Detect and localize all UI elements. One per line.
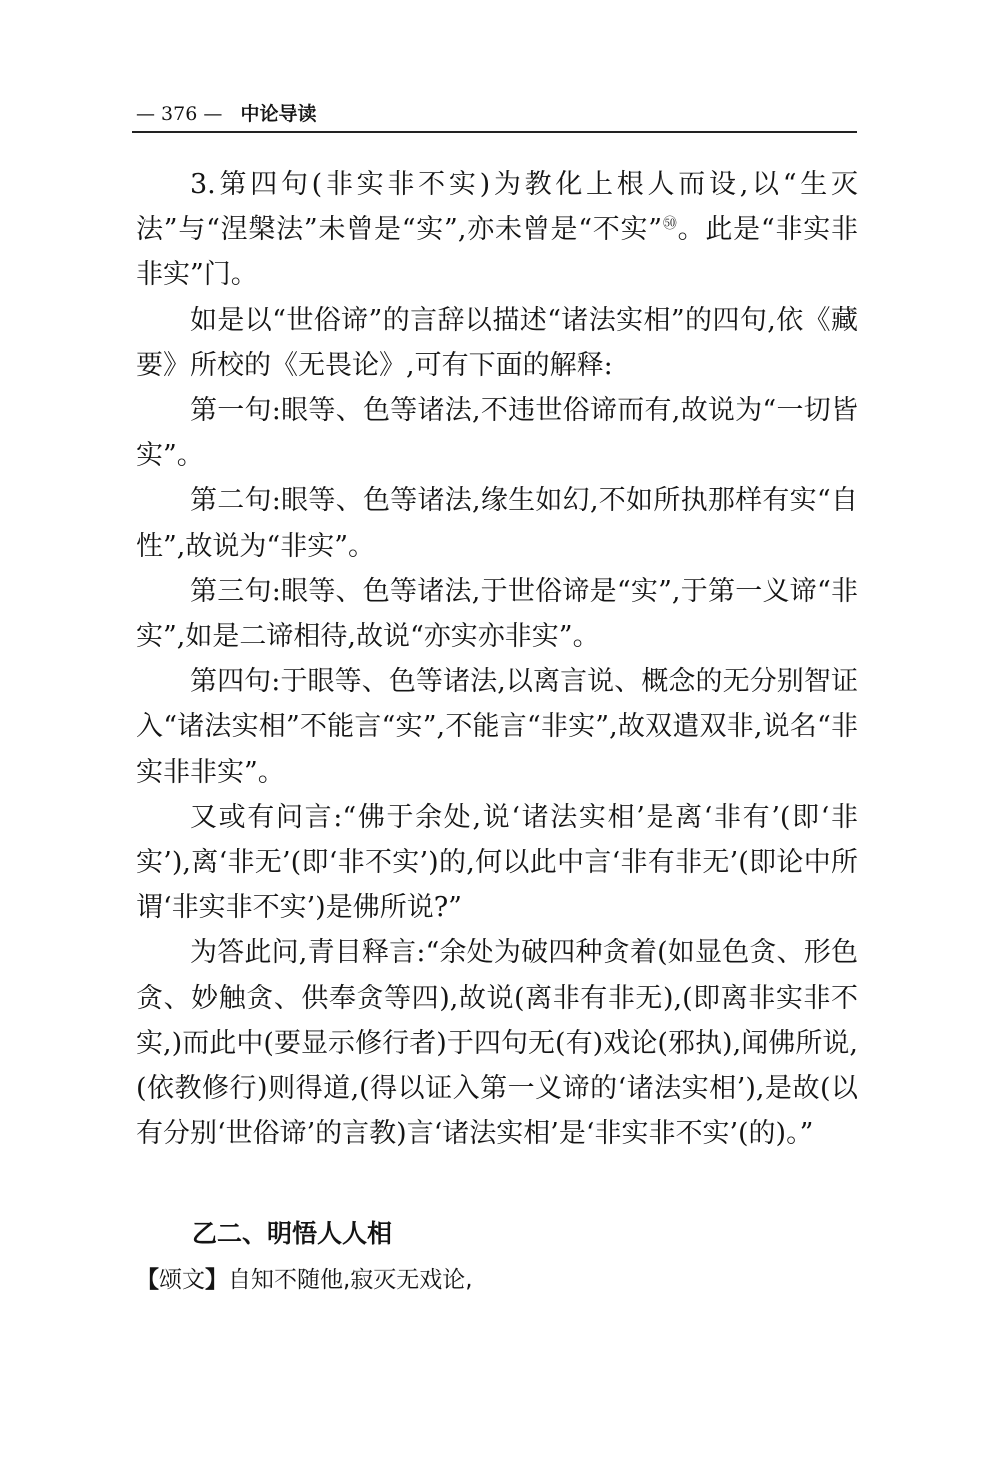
paragraph: 第一句:眼等、色等诸法,不违世俗谛而有,故说为“一切皆实”。 <box>136 395 858 472</box>
page-number: — 376 — <box>136 103 223 125</box>
paragraph: 如是以“世俗谛”的言辞以描述“诸法实相”的四句,依《藏要》所校的《无畏论》,可有下面的解释: <box>136 304 858 381</box>
paragraph: 第二句:眼等、色等诸法,缘生如幻,不如所执那样有实“自性”,故说为“非实”。 <box>136 485 858 562</box>
footnote-mark: ㊿ <box>662 216 678 233</box>
book-title: 中论导读 <box>240 103 317 125</box>
paragraph-text-continued: 。此是“非实非非实”门。 <box>136 214 858 291</box>
section-heading: 乙二、明悟人人相 <box>192 1219 393 1248</box>
verse-tag-open: 【 <box>136 1267 159 1293</box>
verse-tag-label: 颂文 <box>159 1267 205 1293</box>
paragraph: 为答此问,青目释言:“余处为破四种贪着(如显色贪、形色贪、妙触贪、供奉贪等四),故说(离非有非无),(即离非实非不实,)而此中(要显示修行者)于四句无(有)戏论(邪执),闻佛所说,(依教修行)则得道,(得以证入第一义谛的‘诸法实相’),是故(以有分别‘世俗谛’的言教)言‘诸法实相’是‘非实非不实’(的)。” <box>136 937 858 1150</box>
verse-tag-close: 】 <box>205 1267 228 1293</box>
paragraph: 第三句:眼等、色等诸法,于世俗谛是“实”,于第一义谛“非实”,如是二谛相待,故说“亦实亦非实”。 <box>136 575 858 653</box>
paragraph-text: 3.第四句(非实非不实)为教化上根人而设,以“生灭法”与“涅槃法”未曾是“实”,亦未曾是“不实” <box>136 169 858 246</box>
verse-tag <box>136 1267 228 1293</box>
verse-text: 自知不随他,寂灭无戏论, <box>228 1267 473 1293</box>
running-header <box>136 100 351 128</box>
body-text <box>136 162 858 1156</box>
header-rule <box>132 131 857 133</box>
paragraph: 又或有问言:“佛于余处,说‘诸法实相’是离‘非有’(即‘非实’),离‘非无’(即‘非不实’)的,何以此中言‘非有非无’(即论中所谓‘非实非不实’)是佛所说?” <box>136 801 858 924</box>
verse-line <box>136 1260 473 1300</box>
paragraph: 第四句:于眼等、色等诸法,以离言说、概念的无分别智证入“诸法实相”不能言“实”,不能言“非实”,故双遣双非,说名“非实非非实”。 <box>136 666 858 788</box>
paragraph <box>136 162 858 298</box>
